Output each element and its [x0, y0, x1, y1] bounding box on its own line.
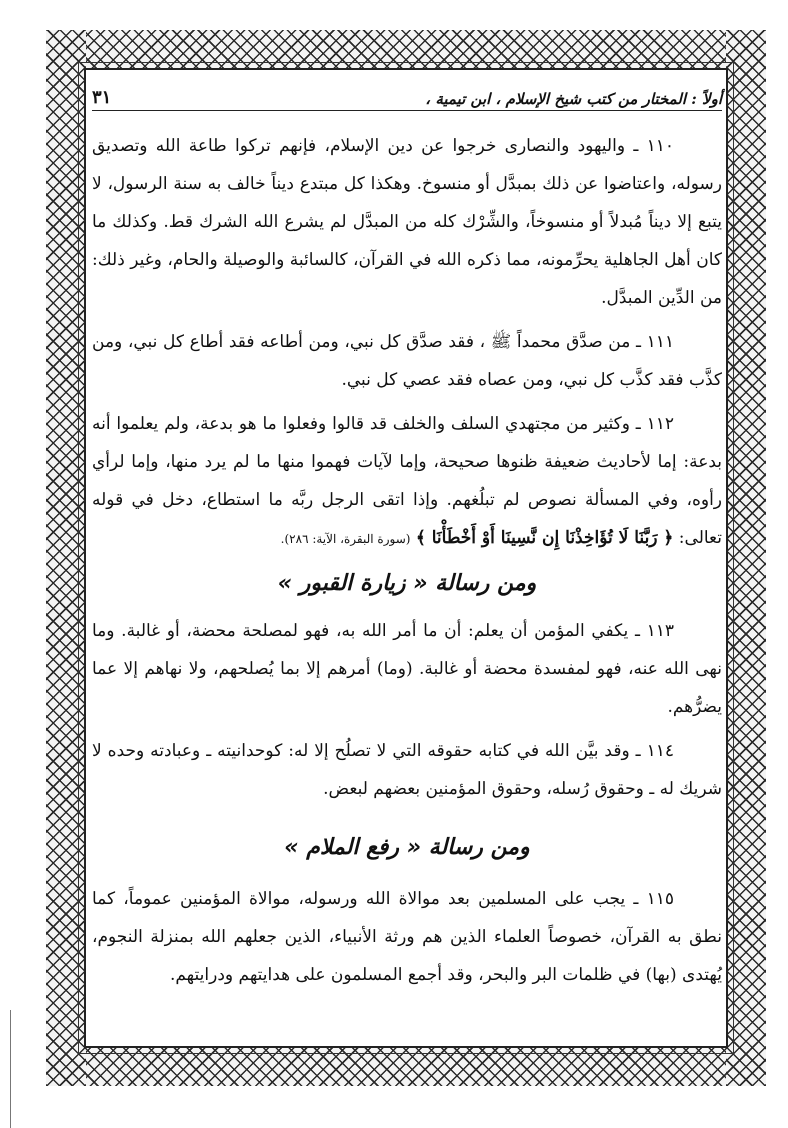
verse-reference: (سورة البقرة، الآية: ٢٨٦).: [280, 532, 411, 546]
paragraph-112-text: ١١٢ ـ وكثير من مجتهدي السلف والخلف قد قالوا وفعلوا ما هو بدعة، ولم يعلموا أنه بدعة: إما لأحاديث ضعيفة ظنوها صحيحة، وإما لآيات فهموا منها ما لم يرد منها، وإما لرأي رأوه، وفي المسألة نصوص لم تبلُغهم. وإذا اتقى الرجل ربَّه ما استطاع، دخل في قوله تعالى:: [92, 414, 722, 548]
page-content: [92, 82, 722, 1042]
margin-rule: [10, 1010, 11, 1128]
quran-verse: ﴿ رَبَّنَا لَا تُؤَاخِذْنَا إِن نَّسِينَا أَوْ أَخْطَأْنَا ﴾: [415, 528, 674, 548]
running-title: أولاً : المختار من كتب شيخ الإسلام ، ابن تيمية ،: [425, 90, 722, 108]
section-heading-raf-al-malam: ومن رسالة « رفع الملام »: [284, 835, 530, 860]
paragraph-113: ١١٣ ـ يكفي المؤمن أن يعلم: أن ما أمر الله به، فهو لمصلحة محضة، أو غالبة. وما نهى الله عنه، فهو لمفسدة محضة أو غالبة. (وما) أمرهم إلا بما يُصلحهم، ولا نهاهم إلا عما يضرُّهم.: [92, 621, 722, 717]
paragraph-111: ١١١ ـ من صدَّق محمداً ﷺ ، فقد صدَّق كل نبي، ومن أطاعه فقد أطاع كل نبي، ومن كذَّب فقد كذَّب كل نبي، ومن عصاه فقد عصي كل نبي.: [92, 332, 722, 390]
paragraph-112: [92, 405, 722, 558]
paragraph-114: ١١٤ ـ وقد بيَّن الله في كتابه حقوقه التي لا تصلُح إلا له: كوحدانيته ـ وعبادته وحده لا شريك له ـ وحقوق رُسله، وحقوق المؤمنين بعضهم لبعض.: [92, 741, 722, 799]
running-header: [92, 82, 722, 111]
page-number: ٣١: [92, 87, 112, 108]
section-heading-ziyarat-al-qubur: ومن رسالة « زيارة القبور »: [277, 571, 537, 596]
paragraph-110: ١١٠ ـ واليهود والنصارى خرجوا عن دين الإسلام، فإنهم تركوا طاعة الله وتصديق رسوله، واعتاضوا عن ذلك بمبدَّل أو منسوخ. وهكذا كل مبتدع ديناً خالف به سنة الرسول، لا يتبع إلا ديناً مُبدلاً أو منسوخاً، والشِّرْك كله من المبدَّل لم يشرع الله الشرك قط. وكذلك ما كان أهل الجاهلية يحرِّمونه، مما ذكره الله في القرآن، كالسائبة والوصيلة والحام، وغير ذلك: من الدِّين المبدَّل.: [92, 136, 722, 308]
paragraph-115: ١١٥ ـ يجب على المسلمين بعد موالاة الله ورسوله، موالاة المؤمنين عموماً، كما نطق به القرآن، خصوصاً العلماء الذين هم ورثة الأنبياء، الذين جعلهم الله بمنزلة النجوم، يُهتدى (بها) في ظلمات البر والبحر، وقد أجمع المسلمون على هدايتهم ودرايتهم.: [92, 889, 722, 985]
